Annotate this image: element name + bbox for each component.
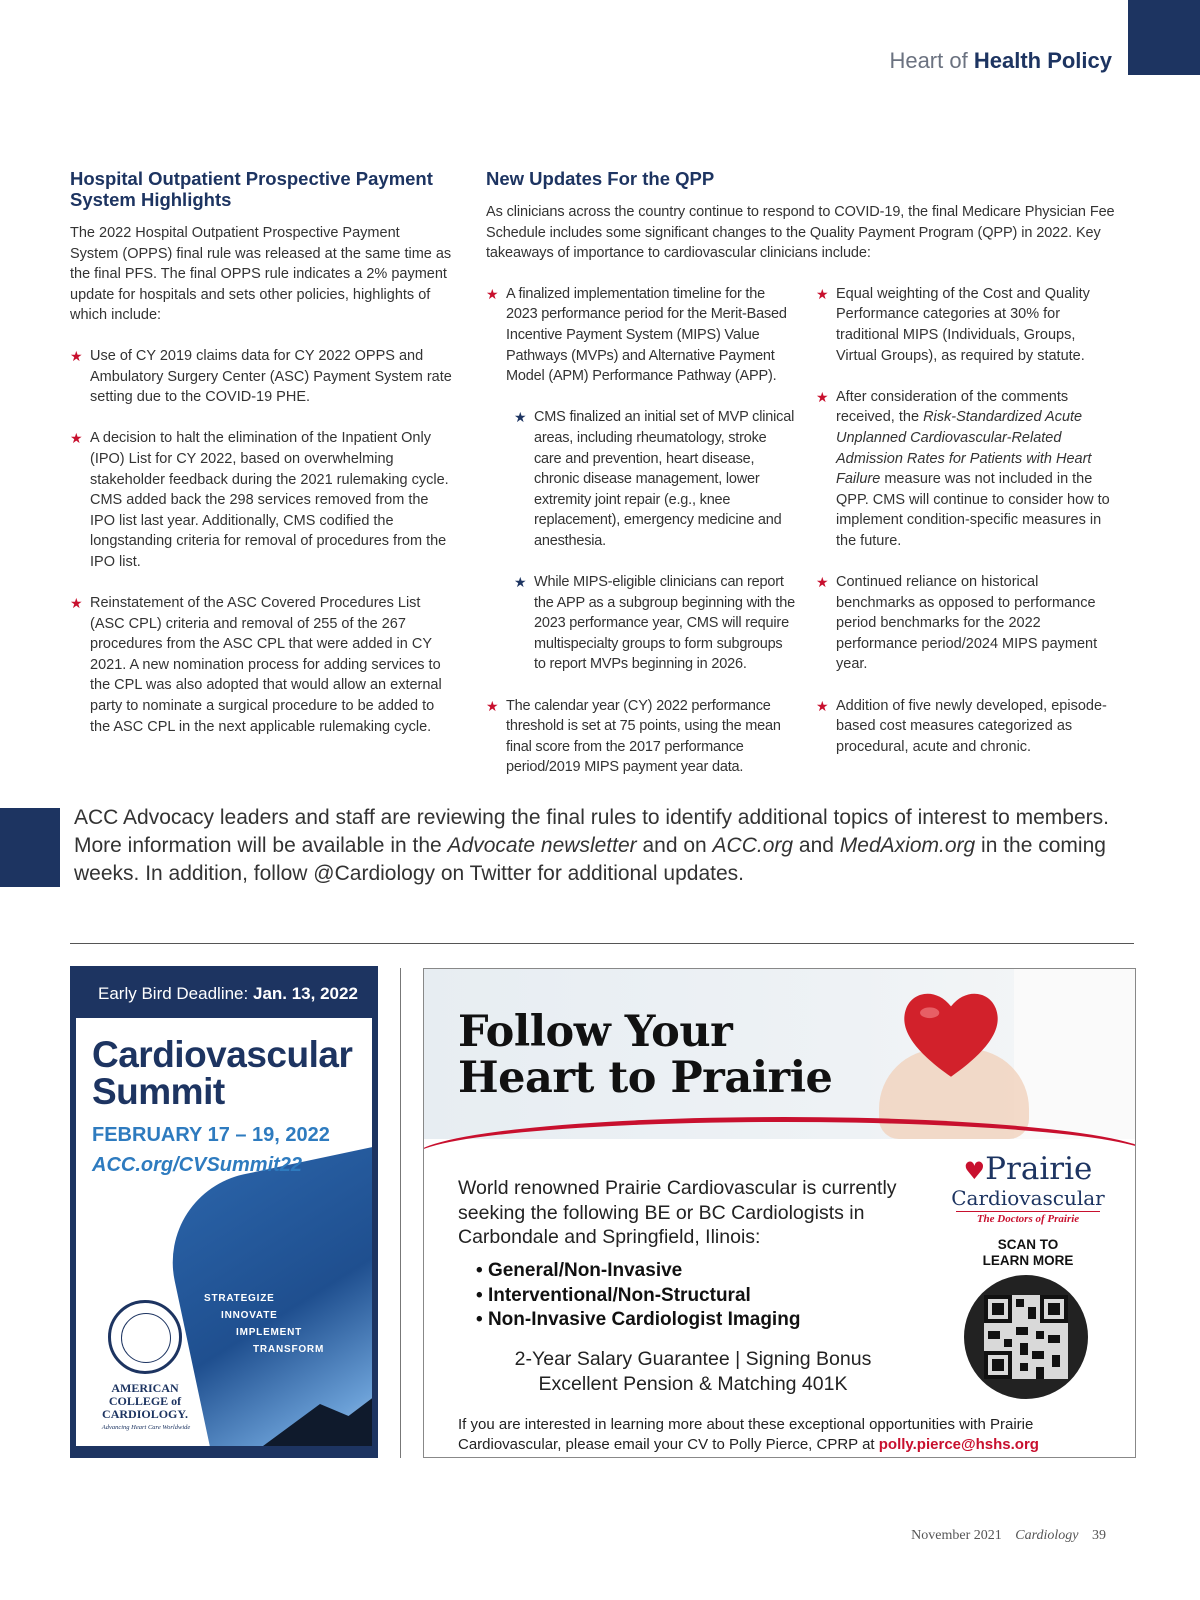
- star-icon: ★: [70, 347, 83, 364]
- callout-bar: [0, 808, 60, 887]
- doctor-coat-image: [1014, 969, 1135, 1139]
- list-item: [486, 696, 796, 778]
- benefits: 2-Year Salary Guarantee | Signing Bonus Excellent Pension & Matching 401K: [514, 1348, 872, 1395]
- star-icon: ★: [816, 697, 829, 714]
- footer-magazine: Cardiology: [1015, 1528, 1079, 1543]
- ad-divider: [400, 968, 401, 1458]
- word-innovate: INNOVATE: [221, 1310, 278, 1321]
- summit-title: Cardiovascular Summit: [92, 1034, 353, 1112]
- star-icon: ★: [514, 409, 527, 426]
- word-strategize: STRATEGIZE: [204, 1293, 275, 1304]
- corner-tab: [1128, 0, 1200, 75]
- star-icon: ★: [70, 595, 83, 612]
- qpp-column: [486, 168, 1126, 776]
- list-item: [816, 572, 1116, 675]
- star-icon: ★: [816, 388, 829, 405]
- word-implement: IMPLEMENT: [236, 1327, 303, 1338]
- list-item-text: The calendar year (CY) 2022 performance threshold is set at 75 points, using the mean final score from the 2017 performance period/2019 MIPS payment year data.: [506, 697, 781, 776]
- star-icon: ★: [514, 574, 527, 591]
- opps-intro: The 2022 Hospital Outpatient Prospective Payment System (OPPS) final rule was released at the same time as the final PFS. The final OPPS rule indicates a 2% payment update for hospitals and sets other policies, highlights of which include:: [70, 225, 452, 324]
- qpp-list-2: [816, 284, 1116, 778]
- qr-code-icon[interactable]: [964, 1275, 1088, 1399]
- list-item-text: Addition of five newly developed, episode-based cost measures categorized as procedural, acute and chronic.: [836, 697, 1107, 755]
- list-item: • General/Non-Invasive: [476, 1260, 683, 1281]
- opps-column: [70, 168, 452, 758]
- list-item: [70, 428, 452, 572]
- list-item-text: A decision to halt the elimination of the Inpatient Only (IPO) List for CY 2022, based on overwhelming stakeholder feedback during the 2021 rulemaking cycle. CMS added back the 298 services removed from the IPO list last year. Additionally, CMS codified the longstanding criteria for removal of procedures from the IPO list.: [90, 430, 449, 570]
- medaxiom-link[interactable]: MedAxiom.org: [839, 834, 976, 857]
- word-transform: TRANSFORM: [253, 1344, 325, 1355]
- opps-list: [70, 346, 452, 737]
- list-item-text: CMS finalized an initial set of MVP clinical areas, including rheumatology, stroke care and prevention, heart disease, chronic disease management, lower extremity joint repair (e.g., knee replacement), emergency medicine and anesthesia.: [534, 409, 795, 549]
- summit-ad[interactable]: [70, 966, 378, 1458]
- banner-date: Jan. 13, 2022: [252, 984, 358, 1003]
- contact-text: If you are interested in learning more about these exceptional opportunities with Prairie Cardiovascular, please email your CV to Polly Pierce, CPRP at polly.pierce@hshs.org: [458, 1416, 1039, 1453]
- list-item: [486, 284, 796, 387]
- page-number: 39: [1092, 1528, 1106, 1543]
- acc-link[interactable]: ACC.org: [712, 834, 794, 857]
- qpp-list-1: [486, 284, 796, 799]
- sub-list-item: [486, 407, 796, 551]
- list-item-text: Use of CY 2019 claims data for CY 2022 OPPS and Ambulatory Surgery Center (ASC) Payment System rate setting due to the COVID-19 PHE.: [90, 347, 452, 406]
- list-item-text: After consideration of the comments received, the: [836, 388, 1069, 426]
- list-item: [70, 346, 452, 408]
- section-header: [889, 48, 1112, 74]
- list-item: • Non-Invasive Cardiologist Imaging: [476, 1309, 801, 1330]
- star-icon: ★: [486, 285, 499, 302]
- list-item: • Interventional/Non-Structural: [476, 1284, 751, 1306]
- opps-title: Hospital Outpatient Prospective Payment System Highlights: [70, 168, 433, 210]
- prairie-headline: Follow Your Heart to Prairie: [458, 1007, 833, 1103]
- heart-icon: [897, 985, 1005, 1081]
- measure-name: Risk-Standardized Acute Unplanned Cardiovascular-Related Admission Rates for Patients with Heart Failure: [836, 409, 1092, 488]
- list-item-text: measure was not included in the QPP. CMS will continue to consider how to implement condition-specific measures in the future.: [836, 471, 1110, 549]
- summit-url[interactable]: ACC.org/CVSummit22: [92, 1154, 303, 1176]
- early-bird-banner: [76, 972, 372, 1018]
- acc-tagline: Advancing Heart Care Worldwide: [101, 1424, 191, 1431]
- star-icon: ★: [486, 697, 499, 714]
- list-item-text: A finalized implementation timeline for the 2023 performance period for the Merit-Based Incentive Payment System (MIPS) Value Pathways (MVPs) and Alternative Payment Model (APM) Performance Pathway (APP).: [506, 285, 787, 385]
- footer-month: November 2021: [911, 1528, 1002, 1543]
- header-bold: Health Policy: [973, 48, 1112, 73]
- list-item-text: While MIPS-eligible clinicians can report the APP as a subgroup beginning with the 2023 performance year, CMS will require multispecialty groups to form subgroups to report MVPs beginning in 2026.: [534, 574, 795, 673]
- list-item-text: Reinstatement of the ASC Covered Procedures List (ASC CPL) criteria and removal of 255 of the 267 procedures from the ASC CPL that were added in CY 2021. A new nomination process for adding services to the CPL was also adopted that would allow an external party to nominate a surgical procedure to be added to the ASC CPL in the next applicable rulemaking cycle.: [90, 595, 442, 735]
- list-item: [816, 387, 1116, 552]
- divider: [70, 943, 1134, 944]
- list-item: [70, 593, 452, 737]
- sub-list-item: [486, 572, 796, 675]
- prairie-logo: ♥Prairie Cardiovascular The Doctors of Prairie: [951, 1151, 1105, 1225]
- qpp-title: New Updates For the QPP: [486, 168, 715, 189]
- advocacy-callout: ACC Advocacy leaders and staff are reviewing the final rules to identify additional topics of interest to members. More information will be available in the Advocate newsletter and on ACC.org and MedAxiom.org in the coming weeks. In addition, follow @Cardiology on Twitter for additional updates.: [74, 806, 1109, 885]
- qpp-intro: As clinicians across the country continue to respond to COVID-19, the final Medicare Physician Fee Schedule includes some significant changes to the Quality Payment Program (QPP) in 2022. Key takeaways of importance to cardiovascular clinicians include:: [486, 204, 1115, 262]
- job-list: [476, 1259, 800, 1333]
- page-footer: [911, 1528, 1106, 1544]
- prairie-lead: World renowned Prairie Cardiovascular is currently seeking the following BE or BC Cardiologists in Carbondale and Springfield, Ilinois:: [458, 1177, 897, 1248]
- header-prefix: Heart of: [889, 48, 968, 73]
- banner-label: Early Bird Deadline:: [98, 984, 249, 1003]
- star-icon: ★: [816, 285, 829, 302]
- list-item-text: Continued reliance on historical benchmarks as opposed to performance period benchmarks for the 2022 performance period/2024 MIPS payment year.: [836, 574, 1098, 673]
- heart-icon: ♥: [963, 1157, 986, 1185]
- list-item: [816, 284, 1116, 366]
- summit-dates: FEBRUARY 17 – 19, 2022: [92, 1124, 330, 1146]
- list-item: [816, 696, 1116, 758]
- star-icon: ★: [816, 574, 829, 591]
- email-link[interactable]: polly.pierce@hshs.org: [878, 1436, 1039, 1453]
- acc-logo: AMERICAN COLLEGE of CARDIOLOGY.: [102, 1381, 188, 1421]
- star-icon: ★: [70, 430, 83, 447]
- prairie-ad[interactable]: [423, 968, 1136, 1458]
- acc-seal-icon: [108, 1300, 182, 1374]
- newsletter-link[interactable]: Advocate newsletter: [447, 834, 637, 857]
- scan-label: SCAN TO LEARN MORE: [982, 1237, 1074, 1268]
- list-item-text: Equal weighting of the Cost and Quality Performance categories at 30% for traditional MIPS (Individuals, Groups, Virtual Groups), as required by statute.: [836, 285, 1090, 364]
